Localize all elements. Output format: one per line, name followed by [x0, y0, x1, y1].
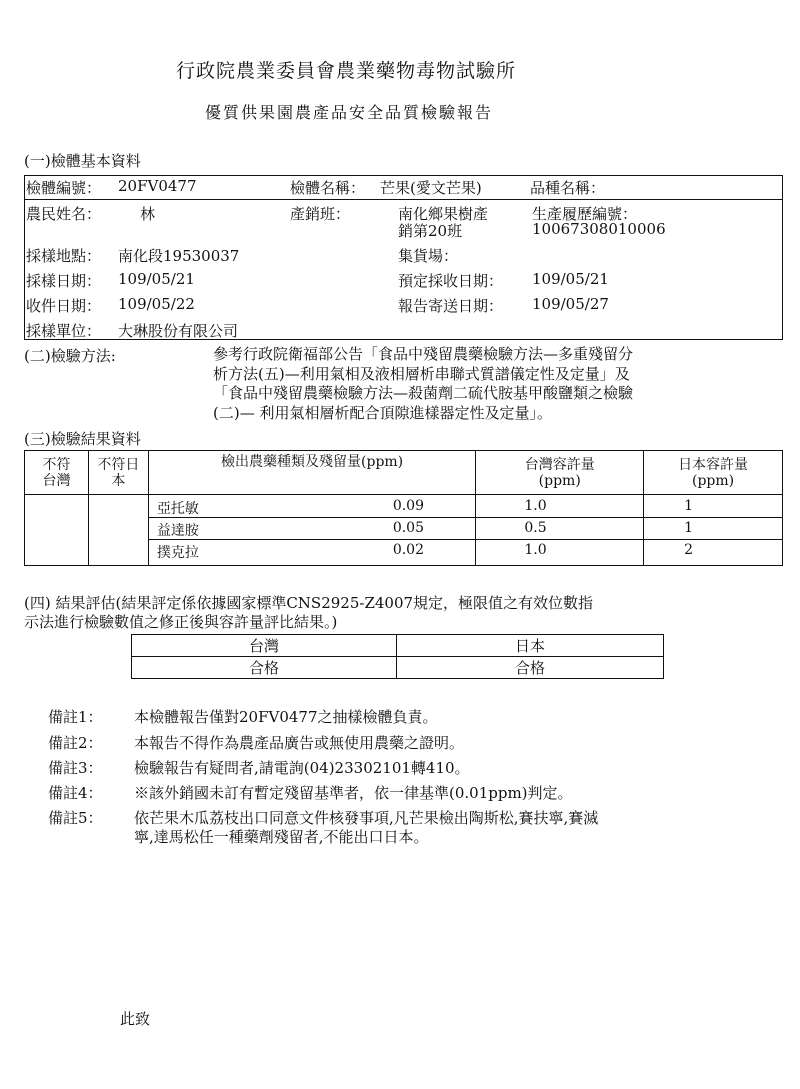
pesticide-name: 撲克拉 [156, 545, 199, 561]
fail-japan-cell [88, 495, 148, 566]
japan-mrl-cell [644, 495, 783, 566]
note-text: 本檢體報告僅對20FV0477之抽樣檢體負責。 [134, 708, 438, 726]
sample-number-label: 檢體編號： [26, 179, 102, 197]
harvest-date: 109/05/21 [532, 270, 609, 288]
residue-value: 0.05 [392, 520, 424, 536]
method-line: 「食品中殘留農藥檢驗方法—殺菌劑二硫代胺基甲酸鹽類之檢驗 [213, 384, 634, 402]
evaluation-header-row [132, 635, 664, 657]
collection-site-label: 集貨場： [398, 247, 459, 265]
basic-info-heading: (一)檢體基本資料 [24, 152, 141, 170]
note-text-continued: 寧,達馬松任一種藥劑殘留者,不能出口日本。 [134, 828, 429, 846]
results-heading: (三)檢驗結果資料 [24, 430, 141, 448]
residue-value: 0.09 [392, 498, 424, 514]
institute-name: 行政院農業委員會農業藥物毒物試驗所 [176, 60, 517, 82]
method-heading: (二)檢驗方法: [24, 347, 116, 365]
row-divider [644, 539, 782, 540]
residue-header: 檢出農藥種類及殘留量(ppm) [148, 451, 476, 495]
method-line: 析方法(五)—利用氣相及液相層析串聯式質譜儀定性及定量」及 [213, 364, 630, 383]
cooperative-line-1: 南化鄉果樹產 [398, 205, 489, 223]
note-text: 本報告不得作為農產品廣告或無使用農藥之證明。 [134, 734, 465, 752]
taiwan-mrl-value: 1.0 [524, 498, 547, 514]
eval-taiwan-header: 台灣 [132, 635, 397, 657]
row-divider [149, 517, 476, 518]
sampling-location: 南化段19530037 [118, 247, 240, 265]
pesticide-name: 益達胺 [156, 523, 199, 539]
eval-japan-result: 合格 [397, 657, 664, 679]
method-line: (二)— 利用氣相層析配合頂隙進樣器定性及定量」。 [213, 403, 552, 422]
cooperative-line-2: 銷第20班 [398, 222, 463, 240]
taiwan-mrl-header: 台灣容許量 (ppm) [476, 451, 644, 495]
report-title: 優質供果園農產品安全品質檢驗報告 [205, 103, 494, 122]
row-divider [476, 539, 643, 540]
japan-mrl-value: 1 [684, 498, 694, 514]
row-divider [644, 517, 782, 518]
harvest-date-label: 預定採收日期： [398, 272, 504, 290]
info-row-divider [25, 199, 782, 200]
residue-value: 0.02 [392, 542, 424, 558]
report-sent-label: 報告寄送日期： [398, 297, 504, 315]
received-date-label: 收件日期： [26, 297, 102, 315]
note-label: 備註2： [48, 734, 103, 752]
residue-cell [148, 495, 476, 566]
japan-mrl-value: 1 [684, 520, 694, 536]
sample-name-label: 檢體名稱： [290, 179, 366, 197]
results-table [24, 450, 783, 566]
note-text: ※該外銷國未訂有暫定殘留基準者，依一律基準(0.01ppm)判定。 [134, 784, 573, 802]
note-text: 檢驗報告有疑問者,請電詢(04)23302101轉410。 [134, 759, 470, 777]
fail-taiwan-cell [25, 495, 89, 566]
cooperative-label: 產銷班： [290, 205, 351, 223]
evaluation-table [131, 634, 664, 679]
taiwan-mrl-cell [476, 495, 644, 566]
farmer-label: 農民姓名： [26, 205, 102, 223]
sampling-unit-label: 採樣單位： [26, 322, 102, 340]
row-divider [149, 539, 476, 540]
results-header-row [25, 451, 783, 495]
received-date: 109/05/22 [118, 295, 195, 313]
sampling-unit: 大琳股份有限公司 [118, 322, 239, 340]
taiwan-mrl-value: 1.0 [524, 542, 547, 558]
location-label: 採樣地點： [26, 247, 102, 265]
japan-mrl-header: 日本容許量 (ppm) [644, 451, 783, 495]
fail-japan-header: 不符日 本 [88, 451, 148, 495]
trace-number: 10067308010006 [532, 220, 666, 238]
trace-number-label: 生產履歷編號： [532, 205, 638, 223]
closing-text: 此致 [120, 1010, 151, 1028]
note-label: 備註1： [48, 708, 103, 726]
note-label: 備註3： [48, 759, 103, 777]
sample-name: 芒果(愛文芒果) [380, 179, 482, 197]
note-label: 備註4： [48, 784, 103, 802]
method-text [213, 345, 773, 423]
report-sent-date: 109/05/27 [532, 295, 609, 313]
pesticide-name: 亞托敏 [156, 501, 199, 517]
taiwan-mrl-value: 0.5 [524, 520, 547, 536]
variety-label: 品種名稱： [530, 179, 606, 197]
row-divider [476, 517, 643, 518]
eval-japan-header: 日本 [397, 635, 664, 657]
method-line: 參考行政院衛福部公告「食品中殘留農藥檢驗方法—多重殘留分 [213, 345, 634, 363]
evaluation-result-row [132, 657, 664, 679]
fail-taiwan-header: 不符 台灣 [25, 451, 89, 495]
sample-date-label: 採樣日期： [26, 272, 102, 290]
evaluation-text-line-1: (四) 結果評估(結果評定係依據國家標準CNS2925-Z4007規定，極限值之有效位數指 [24, 594, 594, 612]
farmer-name: 林 [140, 205, 156, 223]
note-label: 備註5： [48, 809, 103, 827]
results-body-row [25, 495, 783, 566]
note-text: 依芒果木瓜荔枝出口同意文件核發事項,凡芒果檢出陶斯松,賽扶寧,賽滅 [134, 809, 599, 827]
sample-number: 20FV0477 [118, 177, 197, 195]
sample-date: 109/05/21 [118, 270, 195, 288]
evaluation-text-line-2: 示法進行檢驗數值之修正後與容許量評比結果。) [24, 613, 338, 631]
eval-taiwan-result: 合格 [132, 657, 397, 679]
japan-mrl-value: 2 [684, 542, 694, 558]
